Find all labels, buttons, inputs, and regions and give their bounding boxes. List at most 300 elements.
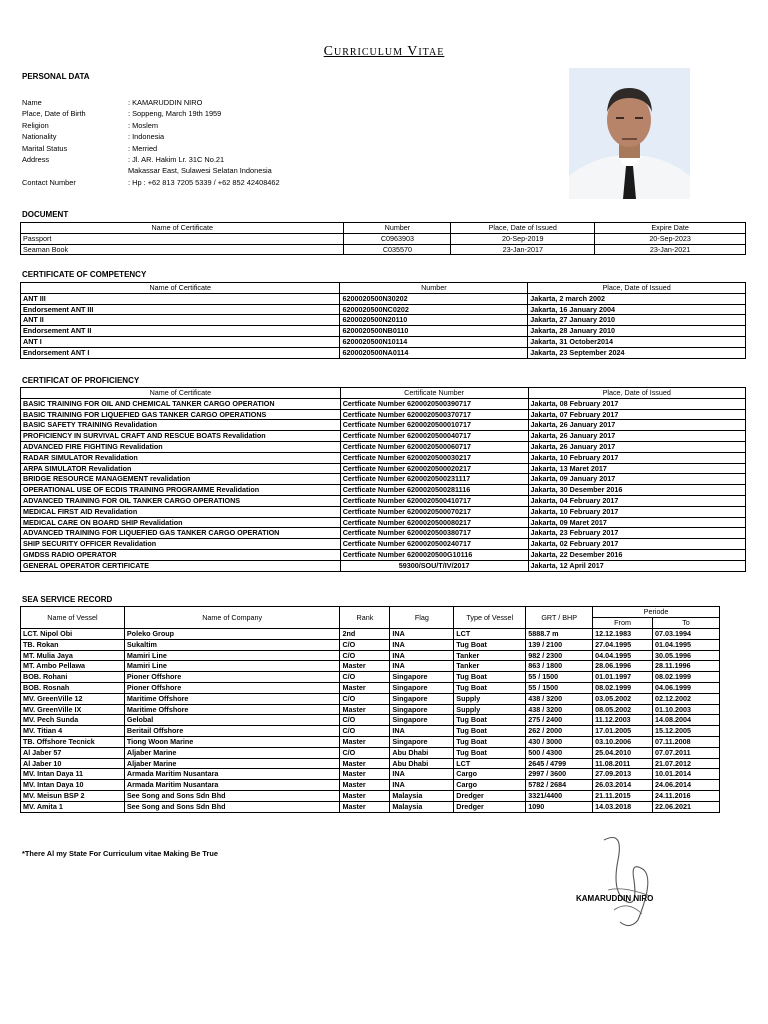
- document-table: [20, 222, 746, 255]
- table-cell: ADVANCED FIRE FIGHTING Revalidation: [21, 441, 341, 452]
- table-cell: 22.06.2021: [653, 801, 720, 812]
- table-cell: BASIC TRAINING FOR LIQUEFIED GAS TANKER CARGO OPERATIONS: [21, 409, 341, 420]
- column-header: Number: [344, 223, 451, 234]
- table-cell: Certficate Number 6200020500231117: [340, 474, 528, 485]
- table-cell: Endorsement ANT I: [21, 347, 340, 358]
- column-header: Certificate Number: [340, 388, 528, 399]
- table-row: [21, 495, 746, 506]
- table-cell: 26.03.2014: [593, 780, 653, 791]
- column-header: Name of Company: [124, 607, 340, 629]
- table-cell: 139 / 2100: [526, 639, 593, 650]
- table-cell: Singapore: [390, 715, 454, 726]
- table-cell: C/O: [340, 693, 390, 704]
- table-cell: Abu Dhabi: [390, 747, 454, 758]
- table-cell: Jakarta, 04 February 2017: [528, 495, 746, 506]
- table-cell: ADVANCED TRAINING FOR OIL TANKER CARGO OPERATIONS: [21, 495, 341, 506]
- table-cell: Jakarta, 02 February 2017: [528, 539, 746, 550]
- personal-value: : Jl. AR. Hakim Lr. 31C No.21: [128, 155, 225, 165]
- header-row: [21, 388, 746, 399]
- table-cell: 2645 / 4799: [526, 758, 593, 769]
- table-cell: BASIC TRAINING FOR OIL AND CHEMICAL TANKER CARGO OPERATION: [21, 398, 341, 409]
- table-cell: INA: [390, 661, 454, 672]
- table-cell: 04.06.1999: [653, 682, 720, 693]
- table-cell: MV. Titian 4: [21, 726, 125, 737]
- table-cell: Beritail Offshore: [124, 726, 340, 737]
- table-cell: Master: [340, 780, 390, 791]
- table-cell: 17.01.2005: [593, 726, 653, 737]
- table-cell: Tiong Woon Marine: [124, 736, 340, 747]
- personal-value: : Moslem: [128, 120, 158, 130]
- table-cell: MEDICAL FIRST AID Revalidation: [21, 506, 341, 517]
- table-cell: Mamiri Line: [124, 650, 340, 661]
- table-cell: 6200020500NA0114: [340, 347, 528, 358]
- table-cell: Master: [340, 758, 390, 769]
- table-cell: 27.04.1995: [593, 639, 653, 650]
- table-cell: 04.04.1995: [593, 650, 653, 661]
- table-cell: 03.05.2002: [593, 693, 653, 704]
- personal-row: [22, 143, 368, 154]
- table-cell: TB. Rokan: [21, 639, 125, 650]
- table-cell: Certficate Number 6200020500060717: [340, 441, 528, 452]
- table-cell: MV. Intan Daya 10: [21, 780, 125, 791]
- table-cell: PROFICIENCY IN SURVIVAL CRAFT AND RESCUE BOATS Revalidation: [21, 431, 341, 442]
- table-row: [21, 715, 720, 726]
- column-header: Flag: [390, 607, 454, 629]
- table-row: [21, 452, 746, 463]
- table-row: [21, 650, 720, 661]
- table-cell: 27.09.2013: [593, 769, 653, 780]
- column-header-periode: Periode: [593, 607, 720, 618]
- table-cell: 11.08.2011: [593, 758, 653, 769]
- table-cell: Abu Dhabi: [390, 758, 454, 769]
- table-cell: Jakarta, 13 Maret 2017: [528, 463, 746, 474]
- table-row: [21, 431, 746, 442]
- table-cell: Jakarta, 23 February 2017: [528, 528, 746, 539]
- table-cell: 262 / 2000: [526, 726, 593, 737]
- table-cell: Singapore: [390, 682, 454, 693]
- table-cell: Singapore: [390, 736, 454, 747]
- table-row: [21, 549, 746, 560]
- table-cell: Certficate Number 6200020500080217: [340, 517, 528, 528]
- table-cell: 24.11.2016: [653, 790, 720, 801]
- table-cell: 6200020500NB0110: [340, 326, 528, 337]
- personal-value: : Merried: [128, 143, 158, 153]
- table-cell: 438 / 3200: [526, 704, 593, 715]
- table-cell: Jakarta, 27 January 2010: [528, 315, 746, 326]
- proficiency-table: [20, 387, 746, 572]
- header-row: [21, 607, 720, 618]
- table-cell: Dredger: [454, 801, 526, 812]
- table-cell: INA: [390, 726, 454, 737]
- table-cell: INA: [390, 780, 454, 791]
- table-cell: Jakarta, 09 Maret 2017: [528, 517, 746, 528]
- column-header: Rank: [340, 607, 390, 629]
- personal-row: [22, 177, 368, 188]
- column-header: Place, Date of Issued: [528, 283, 746, 294]
- table-cell: C/O: [340, 639, 390, 650]
- table-cell: 23-Jan-2021: [595, 244, 746, 255]
- table-cell: ANT III: [21, 293, 340, 304]
- personal-value: Makassar East, Sulawesi Selatan Indonesia: [128, 166, 272, 176]
- table-cell: MV. Amita 1: [21, 801, 125, 812]
- table-row: [21, 517, 746, 528]
- table-cell: 21.11.2015: [593, 790, 653, 801]
- table-row: [21, 315, 746, 326]
- table-cell: Endorsement ANT III: [21, 304, 340, 315]
- table-cell: OPERATIONAL USE OF ECDIS TRAINING PROGRAMME Revalidation: [21, 485, 341, 496]
- table-cell: Aljaber Marine: [124, 758, 340, 769]
- table-cell: Singapore: [390, 672, 454, 683]
- table-cell: C0963903: [344, 233, 451, 244]
- table-cell: Tanker: [454, 650, 526, 661]
- column-header: Place, Date of Issued: [451, 223, 595, 234]
- personal-value: : Soppeng, March 19th 1959: [128, 109, 222, 119]
- table-cell: 14.03.2018: [593, 801, 653, 812]
- table-cell: Jakarta, 07 February 2017: [528, 409, 746, 420]
- table-cell: MEDICAL CARE ON BOARD SHIP Revalidation: [21, 517, 341, 528]
- table-cell: Jakarta, 09 January 2017: [528, 474, 746, 485]
- table-cell: BOB. Rohani: [21, 672, 125, 683]
- column-header: GRT / BHP: [526, 607, 593, 629]
- table-cell: 55 / 1500: [526, 682, 593, 693]
- table-row: [21, 801, 720, 812]
- table-cell: Jakarta, 08 February 2017: [528, 398, 746, 409]
- table-cell: Passport: [21, 233, 344, 244]
- header-row: [21, 283, 746, 294]
- table-cell: 08.02.1999: [653, 672, 720, 683]
- table-cell: Jakarta, 12 April 2017: [528, 560, 746, 571]
- table-cell: 12.12.1983: [593, 629, 653, 640]
- table-row: [21, 736, 720, 747]
- table-cell: 500 / 4300: [526, 747, 593, 758]
- table-row: [21, 704, 720, 715]
- table-cell: 20-Sep-2023: [595, 233, 746, 244]
- sea-service-heading: SEA SERVICE RECORD: [22, 595, 113, 604]
- personal-value: : Hp : +62 813 7205 5339 / +62 852 42408462: [128, 177, 280, 187]
- header-row: [21, 223, 746, 234]
- table-cell: 10.01.2014: [653, 769, 720, 780]
- table-cell: Jakarta, 26 January 2017: [528, 441, 746, 452]
- table-cell: Aljaber Marine: [124, 747, 340, 758]
- table-cell: 23-Jan-2017: [451, 244, 595, 255]
- table-cell: Singapore: [390, 693, 454, 704]
- table-cell: 14.08.2004: [653, 715, 720, 726]
- table-cell: 28.06.1996: [593, 661, 653, 672]
- table-cell: 438 / 3200: [526, 693, 593, 704]
- table-cell: C/O: [340, 650, 390, 661]
- table-cell: Gelobal: [124, 715, 340, 726]
- table-cell: 863 / 1800: [526, 661, 593, 672]
- table-cell: C/O: [340, 672, 390, 683]
- table-cell: INA: [390, 629, 454, 640]
- table-cell: MT. Ambo Pellawa: [21, 661, 125, 672]
- table-cell: Master: [340, 661, 390, 672]
- proficiency-heading: CERTIFICAT OF PROFICIENCY: [22, 376, 140, 385]
- table-cell: Certficate Number 6200020500020217: [340, 463, 528, 474]
- table-cell: ADVANCED TRAINING FOR LIQUEFIED GAS TANKER CARGO OPERATION: [21, 528, 341, 539]
- table-cell: Master: [340, 790, 390, 801]
- table-cell: 08.02.1999: [593, 682, 653, 693]
- table-cell: ARPA SIMULATOR Revalidation: [21, 463, 341, 474]
- table-cell: Jakarta, 10 February 2017: [528, 506, 746, 517]
- personal-value: : Indonesia: [128, 132, 165, 142]
- table-cell: 01.10.2003: [653, 704, 720, 715]
- table-cell: Certficate Number 6200020500380717: [340, 528, 528, 539]
- table-cell: Dredger: [454, 790, 526, 801]
- table-cell: Certficate Number 6200020500370717: [340, 409, 528, 420]
- column-header: Number: [340, 283, 528, 294]
- sea-service-table: [20, 606, 720, 813]
- table-cell: C/O: [340, 715, 390, 726]
- table-cell: Certficate Number 6200020500240717: [340, 539, 528, 550]
- table-row: [21, 639, 720, 650]
- table-cell: C/O: [340, 726, 390, 737]
- table-cell: Al Jaber 10: [21, 758, 125, 769]
- personal-label: Nationality: [22, 132, 57, 142]
- table-row: [21, 747, 720, 758]
- table-cell: 30.05.1996: [653, 650, 720, 661]
- signature-name: KAMARUDDIN NIRO: [576, 894, 654, 903]
- table-row: [21, 485, 746, 496]
- table-cell: Jakarta, 16 January 2004: [528, 304, 746, 315]
- table-cell: 08.05.2002: [593, 704, 653, 715]
- personal-label: Contact Number: [22, 177, 76, 187]
- table-cell: INA: [390, 639, 454, 650]
- table-cell: ANT I: [21, 336, 340, 347]
- table-row: [21, 326, 746, 337]
- table-cell: 07.03.1994: [653, 629, 720, 640]
- table-row: [21, 463, 746, 474]
- table-cell: Supply: [454, 704, 526, 715]
- personal-data-heading: PERSONAL DATA: [22, 72, 90, 81]
- table-cell: Master: [340, 736, 390, 747]
- page-title: Curriculum Vitae: [323, 44, 445, 59]
- table-cell: 02.12.2002: [653, 693, 720, 704]
- table-row: [21, 682, 720, 693]
- table-cell: Certficate Number 6200020500281116: [340, 485, 528, 496]
- personal-label: Marital Status: [22, 143, 68, 153]
- table-cell: Poleko Group: [124, 629, 340, 640]
- column-header: Name of Certificate: [21, 388, 341, 399]
- table-cell: 1090: [526, 801, 593, 812]
- table-cell: 5888.7 m: [526, 629, 593, 640]
- competency-table: [20, 282, 746, 359]
- table-row: [21, 244, 746, 255]
- table-row: [21, 758, 720, 769]
- personal-row: [22, 154, 368, 165]
- table-cell: Pioner Offshore: [124, 682, 340, 693]
- personal-label: Name: [22, 98, 42, 107]
- table-cell: Jakarta, 31 October2014: [528, 336, 746, 347]
- column-header-from: From: [593, 618, 653, 629]
- column-header: Expire Date: [595, 223, 746, 234]
- table-cell: MV. Pech Sunda: [21, 715, 125, 726]
- table-cell: 6200020500N10114: [340, 336, 528, 347]
- personal-label: [22, 165, 128, 176]
- table-cell: TB. Offshore Tecnick: [21, 736, 125, 747]
- table-row: [21, 304, 746, 315]
- table-cell: INA: [390, 650, 454, 661]
- table-cell: 01.01.1997: [593, 672, 653, 683]
- table-cell: Armada Maritim Nusantara: [124, 780, 340, 791]
- table-cell: Certficate Number 6200020500030217: [340, 452, 528, 463]
- column-header: Place, Date of Issued: [528, 388, 746, 399]
- personal-row: [22, 120, 368, 131]
- table-cell: 2nd: [340, 629, 390, 640]
- table-cell: Certficate Number 6200020500070217: [340, 506, 528, 517]
- table-row: [21, 420, 746, 431]
- table-cell: 03.10.2006: [593, 736, 653, 747]
- table-cell: Master: [340, 769, 390, 780]
- table-cell: Master: [340, 682, 390, 693]
- table-row: [21, 336, 746, 347]
- table-cell: Certficate Number 6200020500040717: [340, 431, 528, 442]
- personal-row: [22, 97, 368, 108]
- personal-data: [22, 97, 368, 188]
- table-cell: SHIP SECURITY OFFICER Revalidation: [21, 539, 341, 550]
- table-cell: LCT. Nipol Obi: [21, 629, 125, 640]
- table-cell: Mamiri Line: [124, 661, 340, 672]
- personal-row: [22, 108, 368, 119]
- table-cell: GMDSS RADIO OPERATOR: [21, 549, 341, 560]
- table-cell: 6200020500N30202: [340, 293, 528, 304]
- document-heading: DOCUMENT: [22, 210, 69, 219]
- table-cell: Master: [340, 801, 390, 812]
- personal-label: Address: [22, 155, 50, 165]
- table-cell: 982 / 2300: [526, 650, 593, 661]
- table-cell: 11.12.2003: [593, 715, 653, 726]
- table-cell: Master: [340, 704, 390, 715]
- table-cell: Singapore: [390, 704, 454, 715]
- competency-heading: CERTIFICATE OF COMPETENCY: [22, 270, 147, 279]
- table-cell: Jakarta, 10 February 2017: [528, 452, 746, 463]
- table-cell: Tug Boat: [454, 747, 526, 758]
- profile-photo: [569, 68, 690, 199]
- table-cell: 20-Sep-2019: [451, 233, 595, 244]
- table-cell: 24.06.2014: [653, 780, 720, 791]
- column-header: Name of Certificate: [21, 223, 344, 234]
- table-cell: 01.04.1995: [653, 639, 720, 650]
- table-cell: 28.11.1996: [653, 661, 720, 672]
- table-cell: Tug Boat: [454, 639, 526, 650]
- table-cell: See Song and Sons Sdn Bhd: [124, 801, 340, 812]
- table-cell: Cargo: [454, 769, 526, 780]
- table-row: [21, 560, 746, 571]
- table-row: [21, 693, 720, 704]
- table-row: [21, 347, 746, 358]
- table-cell: Certficate Number 6200020500390717: [340, 398, 528, 409]
- table-row: [21, 474, 746, 485]
- table-cell: 5782 / 2684: [526, 780, 593, 791]
- table-cell: MT. Mulia Jaya: [21, 650, 125, 661]
- table-cell: MV. GreenVille IX: [21, 704, 125, 715]
- personal-row: [22, 165, 368, 176]
- table-cell: 275 / 2400: [526, 715, 593, 726]
- table-cell: Jakarta, 23 September 2024: [528, 347, 746, 358]
- table-cell: Pioner Offshore: [124, 672, 340, 683]
- table-cell: Seaman Book: [21, 244, 344, 255]
- table-cell: See Song and Sons Sdn Bhd: [124, 790, 340, 801]
- table-cell: Malaysia: [390, 790, 454, 801]
- table-cell: 55 / 1500: [526, 672, 593, 683]
- table-row: [21, 769, 720, 780]
- table-cell: Jakarta, 2 march 2002: [528, 293, 746, 304]
- personal-row: [22, 131, 368, 142]
- table-row: [21, 506, 746, 517]
- column-header: Name of Vessel: [21, 607, 125, 629]
- table-cell: 59300/SOU/T/IV/2017: [340, 560, 528, 571]
- table-cell: 25.04.2010: [593, 747, 653, 758]
- column-header-to: To: [653, 618, 720, 629]
- table-cell: LCT: [454, 629, 526, 640]
- table-cell: C035570: [344, 244, 451, 255]
- table-row: [21, 780, 720, 791]
- table-cell: 3321/4400: [526, 790, 593, 801]
- table-cell: Tug Boat: [454, 672, 526, 683]
- table-cell: 07.11.2008: [653, 736, 720, 747]
- table-cell: ANT II: [21, 315, 340, 326]
- table-row: [21, 528, 746, 539]
- table-cell: Tanker: [454, 661, 526, 672]
- table-row: [21, 790, 720, 801]
- signature: [594, 830, 660, 935]
- table-cell: Cargo: [454, 780, 526, 791]
- table-row: [21, 398, 746, 409]
- table-cell: Certficate Number 6200020500G10116: [340, 549, 528, 560]
- table-cell: BRIDGE RESOURCE MANAGEMENT revalidation: [21, 474, 341, 485]
- table-cell: Jakarta, 22 Desember 2016: [528, 549, 746, 560]
- table-cell: Tug Boat: [454, 715, 526, 726]
- table-cell: Jakarta, 28 January 2010: [528, 326, 746, 337]
- table-cell: 2997 / 3600: [526, 769, 593, 780]
- table-cell: 21.07.2012: [653, 758, 720, 769]
- personal-label: Religion: [22, 120, 49, 130]
- table-cell: RADAR SIMULATOR Revalidation: [21, 452, 341, 463]
- table-cell: 430 / 3000: [526, 736, 593, 747]
- table-cell: Supply: [454, 693, 526, 704]
- table-cell: Jakarta, 26 January 2017: [528, 420, 746, 431]
- table-cell: GENERAL OPERATOR CERTIFICATE: [21, 560, 341, 571]
- table-row: [21, 672, 720, 683]
- table-cell: Sukaltim: [124, 639, 340, 650]
- table-cell: Maritime Offshore: [124, 693, 340, 704]
- table-cell: Jakarta, 26 January 2017: [528, 431, 746, 442]
- table-cell: 15.12.2005: [653, 726, 720, 737]
- personal-value: : KAMARUDDIN NIRO: [128, 98, 203, 107]
- column-header: Name of Certificate: [21, 283, 340, 294]
- table-cell: Endorsement ANT II: [21, 326, 340, 337]
- table-cell: MV. Intan Daya 11: [21, 769, 125, 780]
- table-row: [21, 539, 746, 550]
- table-row: [21, 409, 746, 420]
- table-cell: Jakarta, 30 Desember 2016: [528, 485, 746, 496]
- table-row: [21, 726, 720, 737]
- table-cell: INA: [390, 769, 454, 780]
- table-cell: MV. GreenVille 12: [21, 693, 125, 704]
- table-cell: Malaysia: [390, 801, 454, 812]
- table-cell: BASIC SAFETY TRAINING Revalidation: [21, 420, 341, 431]
- table-row: [21, 629, 720, 640]
- table-cell: Tug Boat: [454, 682, 526, 693]
- table-cell: Certficate Number 6200020500010717: [340, 420, 528, 431]
- table-cell: Maritime Offshore: [124, 704, 340, 715]
- table-row: [21, 441, 746, 452]
- table-row: [21, 233, 746, 244]
- table-cell: 6200020500NC0202: [340, 304, 528, 315]
- table-row: [21, 661, 720, 672]
- table-row: [21, 293, 746, 304]
- table-cell: Tug Boat: [454, 726, 526, 737]
